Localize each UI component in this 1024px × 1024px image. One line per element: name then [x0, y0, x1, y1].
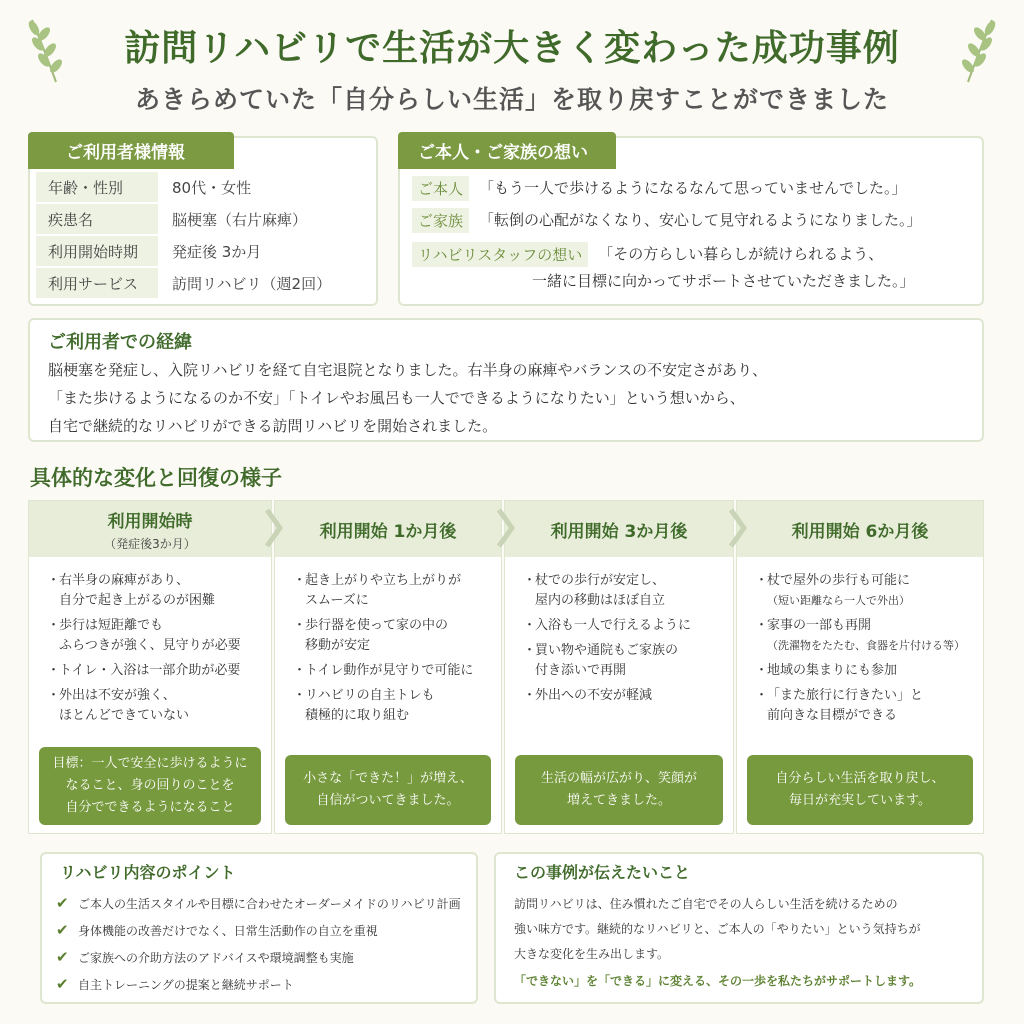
background-text	[48, 356, 767, 440]
page-title: 訪問リハビリで生活が大きく変わった成功事例	[124, 28, 900, 69]
list-item: ・ トイレ・入浴は一部介助が必要	[47, 663, 241, 678]
stage-subtitle: （発症後3か月）	[104, 536, 196, 551]
background-heading: ご利用者での経緯	[48, 332, 192, 353]
list-item: ・ 地域の集まりにも参加	[755, 663, 898, 678]
feeling-text: 「転倒の心配がなくなり、安心して見守れるようになりました。」	[479, 211, 922, 229]
check-icon: ✔	[56, 948, 69, 966]
list-item: ・ 家事の一部も再開 （洗濯物をたたむ、食器を片付ける等）	[755, 618, 965, 652]
stage-header	[275, 501, 501, 557]
points-card	[40, 852, 478, 1004]
stage-card	[274, 500, 502, 834]
info-value: 脳梗塞（右片麻痺）	[172, 210, 308, 229]
stage-header	[29, 501, 271, 557]
info-value: 発症後 3か月	[172, 242, 262, 261]
chevron-right-icon	[496, 506, 516, 550]
user-info-heading: ご利用者様情報	[28, 132, 234, 169]
stage-goal: 自分らしい生活を取り戻し、 毎日が充実しています。	[747, 755, 973, 825]
stage-title: 利用開始 3か月後	[550, 521, 688, 542]
page-subtitle: あきらめていた「自分らしい生活」を取り戻すことができました	[134, 85, 889, 114]
list-item: ・ トイレ動作が見守りで可能に	[293, 663, 474, 678]
points-heading: リハビリ内容のポイント	[60, 863, 236, 882]
stage-bullets	[293, 571, 495, 731]
list-item: ・ 杖で屋外の歩行も可能に （短い距離なら一人で外出）	[755, 573, 911, 607]
info-key: 利用サービス	[36, 268, 158, 298]
message-heading: この事例が伝えたいこと	[514, 863, 691, 882]
list-item: ・ 右半身の麻痺があり、 自分で起き上がるのが困難	[47, 573, 216, 608]
chevron-right-icon	[728, 506, 748, 550]
chevron-right-icon	[264, 506, 284, 550]
stage-title: 利用開始 1か月後	[319, 521, 457, 542]
feeling-key: ご本人	[412, 176, 469, 201]
info-key: 利用開始時期	[36, 236, 158, 266]
stage-header	[505, 501, 733, 557]
feeling-text: 「その方らしい暮らしが続けられるよう、	[598, 245, 884, 263]
list-item: ・ 買い物や通院もご家族の 付き添いで再開	[523, 643, 679, 678]
message-card	[494, 852, 984, 1004]
feelings-heading: ご本人・ご家族の想い	[398, 132, 616, 169]
feeling-text-continued: 一緒に目標に向かってサポートさせていただきました。」	[532, 272, 915, 290]
info-row	[36, 268, 331, 298]
feeling-text: 「もう一人で歩けるようになるなんて思っていませんでした。」	[479, 179, 907, 197]
check-icon: ✔	[56, 894, 69, 912]
background-line: 自宅で継続的なリハビリができる訪問リハビリを開始されました。	[48, 417, 498, 435]
stage-card	[736, 500, 984, 834]
stage-title: 利用開始時	[107, 511, 193, 532]
info-row	[36, 204, 307, 234]
message-line: 大きな変化を生み出します。	[514, 947, 670, 961]
info-key: 年齢・性別	[36, 172, 158, 202]
feeling-row	[412, 176, 907, 201]
stage-card	[504, 500, 734, 834]
list-item: ✔ 身体機能の改善だけでなく、日常生活動作の自立を重視	[56, 921, 378, 939]
list-item: ・ 「また旅行に行きたい」と 前向きな目標ができる	[755, 688, 924, 723]
message-line: 強い味方です。継続的なリハビリと、ご本人の「やりたい」という気持ちが	[514, 922, 921, 936]
stage-header	[737, 501, 983, 557]
feeling-row	[412, 242, 883, 267]
feeling-key: ご家族	[412, 208, 469, 233]
list-item: ・ 入浴も一人で行えるように	[523, 618, 692, 633]
info-row	[36, 172, 251, 202]
message-text	[514, 892, 921, 967]
list-item: ・ 杖での歩行が安定し、 屋内の移動はほぼ自立	[523, 573, 666, 608]
stage-bullets	[755, 571, 977, 731]
list-item: ✔ ご家族への介助方法のアドバイスや環境調整も実施	[56, 948, 354, 966]
list-item: ・ 歩行は短距離でも ふらつきが強く、見守りが必要	[47, 618, 241, 653]
stage-bullets	[47, 571, 265, 731]
background-card	[28, 318, 984, 442]
list-item: ・ 外出への不安が軽減	[523, 688, 653, 703]
stage-card	[28, 500, 272, 834]
list-item: ・ 歩行器を使って家の中の 移動が安定	[293, 618, 449, 653]
background-line: 「また歩けるようになるのか不安」「トイレやお風呂も一人でできるようになりたい」という想いから、	[48, 389, 745, 407]
check-icon: ✔	[56, 921, 69, 939]
list-item: ✔ 自主トレーニングの提案と継続サポート	[56, 975, 294, 993]
stage-title: 利用開始 6か月後	[791, 521, 929, 542]
stage-goal: 小さな「できた！」が増え、 自信がついてきました。	[285, 755, 491, 825]
message-line: 訪問リハビリは、住み慣れたご自宅でその人らしい生活を続けるための	[514, 897, 898, 911]
list-item: ・ 起き上がりや立ち上がりが スムーズに	[293, 573, 462, 608]
points-list	[56, 894, 468, 1002]
background-line: 脳梗塞を発症し、入院リハビリを経て自宅退院となりました。右半身の麻痺やバランスの不安定さがあり、	[48, 361, 768, 379]
progress-heading: 具体的な変化と回復の様子	[30, 466, 282, 490]
stage-goal: 生活の幅が広がり、笑顔が 増えてきました。	[515, 755, 723, 825]
info-key: 疾患名	[36, 204, 158, 234]
message-highlight: 「できない」を「できる」に変える、その一歩を私たちがサポートします。	[514, 974, 922, 988]
stage-goal: 目標：一人で安全に歩けるように なること、身の回りのことを 自分でできるようになること	[39, 747, 261, 825]
info-row	[36, 236, 261, 266]
stage-bullets	[523, 571, 727, 711]
info-value: 訪問リハビリ（週2回）	[172, 274, 332, 293]
list-item: ✔ ご本人の生活スタイルや目標に合わせたオーダーメイドのリハビリ計画	[56, 894, 461, 912]
feeling-row	[412, 208, 922, 233]
feeling-key: リハビリスタッフの想い	[412, 242, 588, 267]
list-item: ・ リハビリの自主トレも 積極的に取り組む	[293, 688, 435, 723]
info-value: 80代・女性	[172, 178, 252, 197]
check-icon: ✔	[56, 975, 69, 993]
list-item: ・ 外出は不安が強く、 ほとんどできていない	[47, 688, 190, 723]
